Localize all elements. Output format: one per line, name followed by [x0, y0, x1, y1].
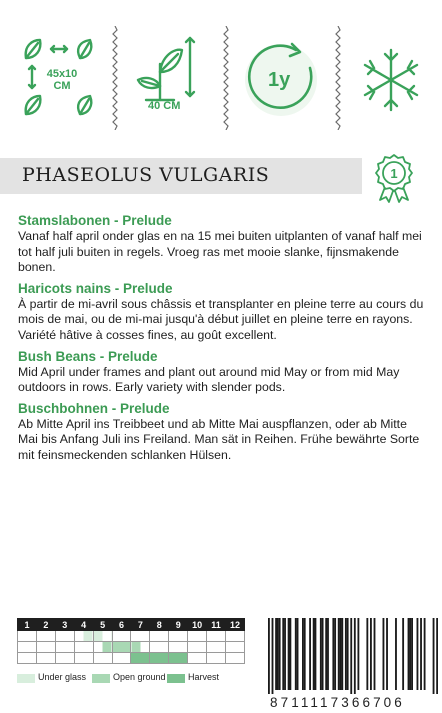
calendar-cell [93, 653, 112, 664]
calendar-cell [18, 653, 37, 664]
barcode-bar [420, 618, 422, 690]
barcode-bar [332, 618, 334, 690]
barcode-bar [277, 618, 279, 690]
barcode-bar [275, 618, 277, 690]
barcode-bar [370, 618, 372, 690]
legend-swatch-open-ground [92, 674, 110, 683]
calendar-cell [55, 631, 74, 642]
section-heading: Stamslabonen - Prelude [18, 213, 172, 228]
section-heading: Bush Beans - Prelude [18, 348, 158, 364]
calendar-row-harvest [18, 653, 245, 664]
barcode-bar [338, 618, 340, 690]
calendar-legend [17, 671, 257, 685]
calendar-cell [131, 631, 150, 642]
month-5: 5 [93, 619, 112, 631]
calendar-cell [93, 642, 112, 653]
barcode-bar [366, 618, 368, 690]
ean-barcode [268, 618, 438, 694]
calendar-cell [169, 631, 188, 642]
barcode-bar [282, 618, 284, 690]
legend-label: Harvest [188, 672, 220, 682]
calendar-cell [169, 642, 188, 653]
award-number: 1 [390, 166, 398, 181]
barcode-bar [386, 618, 388, 690]
calendar-cell [225, 642, 244, 653]
barcode-bar [383, 618, 385, 690]
barcode-bar [325, 618, 327, 690]
barcode-bar [347, 618, 349, 690]
calendar-cell [112, 642, 131, 653]
zigzag-divider [111, 26, 119, 130]
barcode-bar [417, 618, 419, 690]
legend-swatch-under-glass [17, 674, 35, 683]
calendar-cell [36, 642, 55, 653]
calendar-cell [36, 631, 55, 642]
month-8: 8 [150, 619, 169, 631]
annual-cycle-label: 1y [268, 69, 291, 91]
barcode-bar [309, 618, 311, 690]
barcode-bar [304, 618, 306, 690]
barcode-bar [350, 618, 352, 694]
barcode-bar [288, 618, 290, 690]
spacing-label [42, 68, 82, 92]
month-11: 11 [207, 619, 226, 631]
barcode-bar [313, 618, 315, 690]
barcode-bar [268, 618, 270, 694]
spacing-unit: CM [53, 80, 71, 92]
month-4: 4 [74, 619, 93, 631]
sowing-calendar [17, 618, 245, 664]
month-3: 3 [55, 619, 74, 631]
section-dutch [18, 212, 426, 276]
barcode-bar [327, 618, 329, 690]
calendar-cell [131, 642, 150, 653]
barcode-bar [409, 618, 411, 690]
legend-swatch-harvest [167, 674, 185, 683]
section-body: Ab Mitte April ins Treibbeet und ab Mitte Mai auspflanzen, oder ab Mitte Mai bis Anfang Juli ins Freiland. Man sät in Reihen. Frühe bewährte Sorte mit feinsmeckenden schlanken Hülsen. [18, 416, 420, 462]
section-french [18, 280, 426, 344]
calendar-cell [112, 631, 131, 642]
calendar-cell [207, 631, 226, 642]
barcode-bar [297, 618, 299, 690]
section-heading: Haricots nains - Prelude [18, 280, 173, 296]
calendar-cell [55, 642, 74, 653]
calendar-cell [18, 642, 37, 653]
plant-height-icon [132, 28, 212, 128]
barcode-bar [433, 618, 435, 694]
barcode-bar [279, 618, 281, 690]
height-label: 40 CM [148, 100, 181, 112]
calendar-cell [74, 631, 93, 642]
barcode-bar [341, 618, 343, 690]
calendar-cell [207, 653, 226, 664]
calendar-cell [74, 653, 93, 664]
barcode-bar [340, 618, 342, 690]
barcode-bar [295, 618, 297, 690]
barcode-bar [424, 618, 426, 690]
calendar-cell [55, 653, 74, 664]
barcode-bar [411, 618, 413, 690]
calendar-cell [131, 653, 150, 664]
description-sections [18, 212, 426, 468]
barcode-bar [334, 618, 336, 690]
month-10: 10 [188, 619, 207, 631]
calendar-cell [169, 653, 188, 664]
month-9: 9 [169, 619, 188, 631]
snowflake-icon [356, 28, 426, 128]
barcode-bar [302, 618, 304, 690]
calendar-cell [188, 642, 207, 653]
calendar-cell [188, 653, 207, 664]
barcode-bar [354, 618, 356, 694]
species-name: PHASEOLUS VULGARIS [22, 164, 270, 186]
section-body: Mid April under frames and plant out around mid May or from mid May outdoors in rows. Early variety with slender pods. [18, 364, 400, 395]
zigzag-divider [222, 26, 230, 130]
calendar-cell [36, 653, 55, 664]
calendar-table [17, 618, 245, 664]
barcode-bar [345, 618, 347, 690]
section-german [18, 400, 426, 464]
icon-band [0, 0, 442, 150]
barcode-bar [320, 618, 322, 690]
calendar-month-header [18, 619, 245, 631]
calendar-row-open-ground [18, 642, 245, 653]
calendar-row-under-glass [18, 631, 245, 642]
calendar-cell [150, 642, 169, 653]
legend-label: Under glass [38, 672, 87, 682]
barcode-digits: 8711117366706 [270, 695, 405, 710]
calendar-cell [188, 631, 207, 642]
calendar-cell [112, 653, 131, 664]
calendar-cell [150, 653, 169, 664]
barcode-bar [357, 618, 359, 690]
calendar-cell [18, 631, 37, 642]
barcode-bar [289, 618, 291, 690]
zigzag-divider [334, 26, 342, 130]
barcode-bar [284, 618, 286, 690]
barcode-bar [436, 618, 438, 694]
section-body: Vanaf half april onder glas en na 15 mei buiten uitplanten of vanaf half mei tot half juli buiten in regels. Vroeg ras met mooie slanke, fijnsmakende bonen. [18, 229, 422, 275]
barcode-bar [272, 618, 274, 694]
calendar-cell [225, 631, 244, 642]
calendar-cell [93, 631, 112, 642]
barcode-bar [402, 618, 404, 690]
barcode-bar [374, 618, 376, 690]
calendar-cell [207, 642, 226, 653]
calendar-cell [74, 642, 93, 653]
award-rosette-icon [372, 153, 416, 203]
section-heading: Buschbohnen - Prelude [18, 400, 170, 416]
legend-label: Open ground [113, 672, 166, 682]
month-2: 2 [36, 619, 55, 631]
section-body: À partir de mi-avril sous châssis et transplanter en pleine terre au cours du mois de mai, ou de mi-mai jusqu'à début juillet en pleine terre en rayons. Variété hâtive à cosses fines, au goût excellent. [18, 296, 424, 342]
month-6: 6 [112, 619, 131, 631]
calendar-cell [225, 653, 244, 664]
barcode-bar [408, 618, 410, 690]
month-1: 1 [18, 619, 37, 631]
calendar-cell [150, 631, 169, 642]
barcode-bar [315, 618, 317, 690]
spacing-value: 45x10 [46, 68, 78, 80]
month-7: 7 [131, 619, 150, 631]
section-english [18, 348, 426, 396]
barcode-bar [322, 618, 324, 690]
barcode-bar [395, 618, 397, 690]
month-12: 12 [225, 619, 244, 631]
